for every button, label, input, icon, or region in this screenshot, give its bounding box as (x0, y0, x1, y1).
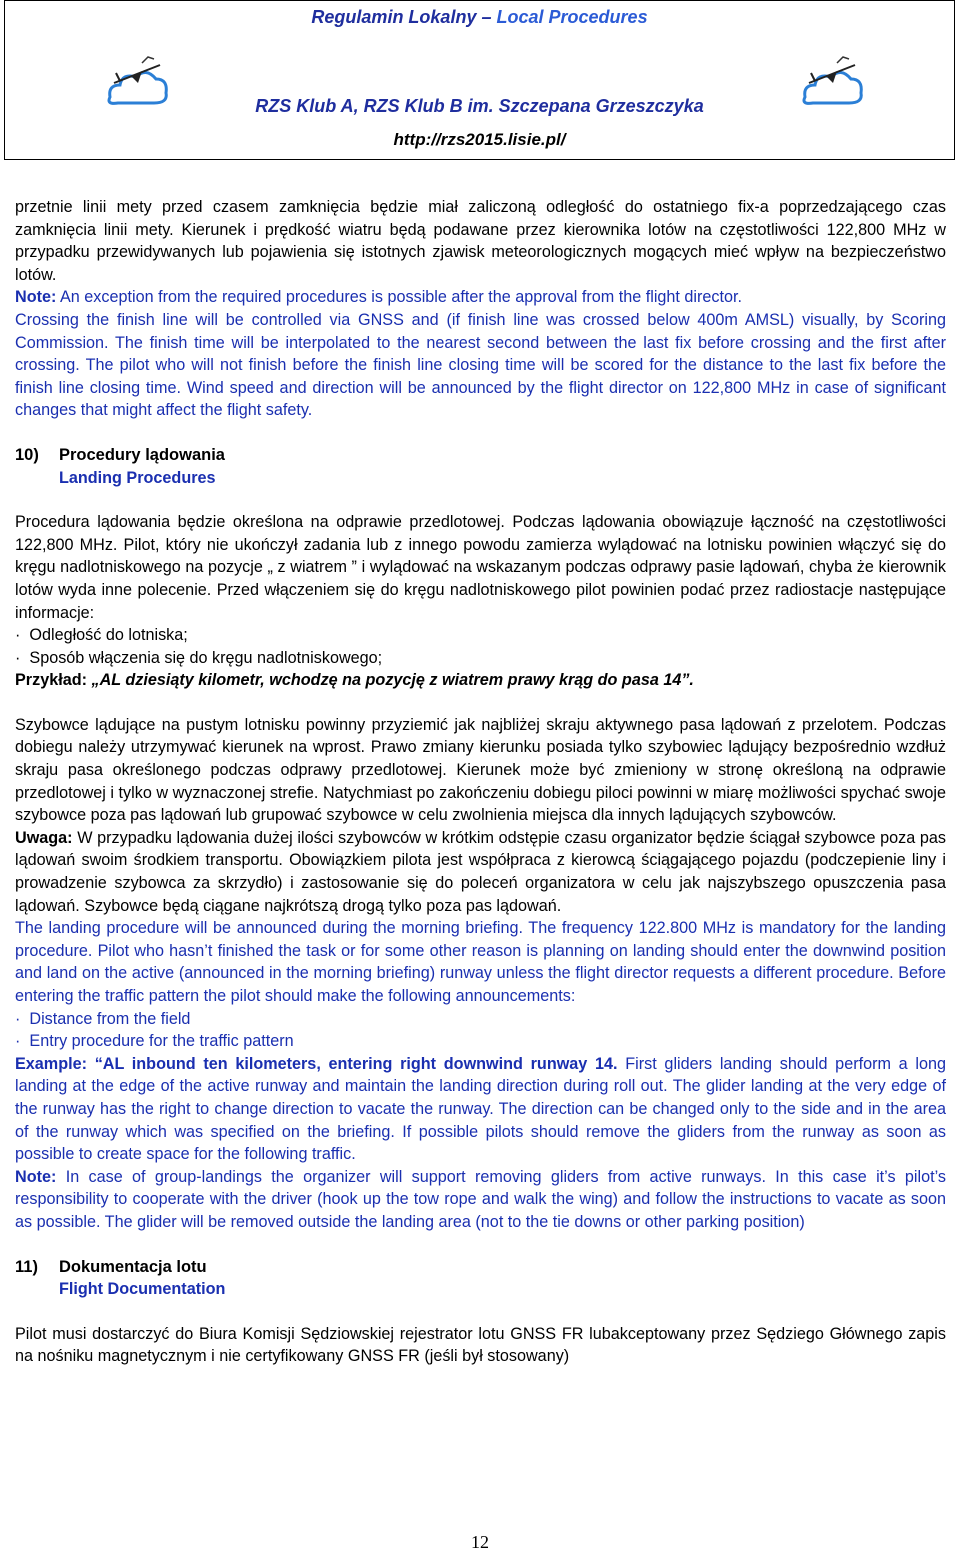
section-10-note (15, 1166, 946, 1234)
section-10-title-pl: Procedury lądowania (59, 445, 225, 464)
list-item: · Entry procedure for the traffic pattern (15, 1032, 294, 1051)
intro-paragraph-pl: przetnie linii mety przed czasem zamknięcia będzie miał zaliczoną odległość do ostatniego fix-a poprzedzającego czas zamknięcia linii mety. Kierunek i prędkość wiatru będą podawane przez kierownika lotów na częstotliwości 122,800 MHz w przypadku przewidywanych lub pojawienia się istotnych zjawisk meteorologicznych mogących mieć wpływ na bezpieczeństwo lotów. (15, 198, 946, 284)
list-item: · Sposób włączenia się do kręgu nadlotniskowego; (15, 648, 383, 667)
header-title-dash: – (481, 7, 492, 27)
list-item: · Odległość do lotniska; (15, 626, 188, 645)
note-label: Note: (15, 1167, 57, 1186)
header-club-name: RZS Klub A, RZS Klub B im. Szczepana Grzeszczyka (255, 96, 704, 116)
example-text-pl: „AL dziesiąty kilometr, wchodzę na pozycję z wiatrem prawy krąg do pasa 14”. (86, 671, 694, 690)
section-10-paragraph-en: The landing procedure will be announced during the morning briefing. The frequency 122.800 MHz is mandatory for the landing procedure. Pilot who hasn’t finished the task or for some other reason is planning on landing should enter the downwind position and land on the active (announced in the morning briefing) runway unless the flight director requests a different procedure. Before entering the traffic pattern the pilot should make the following announcements: (15, 919, 946, 1005)
list-item: · Distance from the field (15, 1009, 191, 1028)
section-11-paragraph-1: Pilot musi dostarczyć do Biura Komisji Sędziowskiej rejestrator lotu GNSS FR lubakceptowany przez Sędziego Głównego zapis na nośniku magnetycznym i nie certyfikowany GNSS FR (jeśli był stosowany) (15, 1324, 946, 1366)
section-11-number: 11) (15, 1257, 38, 1276)
example-label-pl: Przykład: (15, 671, 87, 690)
warning-text: W przypadku lądowania dużej ilości szybowców w krótkim odstępie czasu organizator będzie ściągał szybowce poza pas lądowań swoim środkiem transportu. Obowiązkiem pilota jest współpraca z kierowcą ściągającego pojazdu (podczepienie liny i prowadzenie szybowca za skrzydło) i zastosowanie się do poleceń organizatora w celu jak najszybszego opuszczenia pasa lądowań. Szybowce będą ciągane najkrótszą drogą tylko poza pas lądowań. (15, 828, 946, 915)
section-10-warning (15, 827, 946, 917)
intro-note (15, 286, 946, 309)
intro-paragraph-en: Crossing the finish line will be controlled via GNSS and (if finish line was crossed below 400m AMSL) visually, by Scoring Commission. The finish time will be interpolated to the nearest second between the last fix before crossing and the first after crossing. The pilot who will not finish before the finish line closing time will be scored for the distance to the last fix before the finish line closing time. Wind speed and direction will be announced by the flight director on 122,800 MHz in case of significant changes that might affect the flight safety. (15, 310, 946, 420)
section-10-example-pl (15, 669, 946, 692)
example-label-en: Example: “AL inbound ten kilometers, entering right downwind runway 14. (15, 1054, 618, 1073)
note-text: In case of group-landings the organizer will support removing gliders from active runways. In this case it’s pilot’s responsibility to cooperate with the driver (hook up the tow rope and walk the wing) and follow the instructions to vacate as soon as possible. The glider will be removed outside the landing area (not to the tie downs or other parking position) (15, 1167, 946, 1231)
intro-note-label: Note: (15, 288, 57, 307)
header-url: http://rzs2015.lisie.pl/ (393, 130, 566, 149)
section-10-example-en (15, 1053, 946, 1166)
document-body (15, 196, 946, 1368)
section-10-heading (15, 444, 946, 467)
header-title (5, 7, 954, 28)
header-title-pl: Regulamin Lokalny (311, 7, 477, 27)
warning-label: Uwaga: (15, 828, 73, 847)
page-number: 12 (471, 1532, 489, 1552)
section-11-title-en: Flight Documentation (59, 1280, 226, 1299)
section-10-title-en: Landing Procedures (59, 468, 216, 487)
section-10-paragraph-2: Szybowce lądujące na pustym lotnisku powinny przyziemić jak najbliżej skraju aktywnego pasa lądowań z przelotem. Podczas dobiegu należy utrzymywać kierunek na wprost. Prawo zmiany kierunku posiada tylko szybowiec lądujący bezpośrednio wzdłuż skraju pasa określonego podczas odprawy przedlotowej. Kierunek może być zmieniony w stronę określoną na odprawie przedlotowej i tylko w wyznaczonej strefie. Natychmiast po zakończeniu dobiegu piloci powinni w miarę możliwości spychać swoje szybowce poza pas lądowań lub grupować szybowce w celu zwolnienia miejsca dla innych lądujących szybowców. (15, 715, 946, 825)
example-text-en: First gliders landing should perform a long landing at the edge of the active runway and maintain the landing direction during roll out. The glider landing at the very edge of the runway has the right to change direction to vacate the runway. The direction can be changed only to the side and in the area of the runway which was specified on the briefing. If possible pilots should remove the gliders from the runway as soon as possible to create space for the following traffic. (15, 1054, 947, 1164)
section-11-title-pl: Dokumentacja lotu (59, 1257, 207, 1276)
section-10-paragraph-1: Procedura lądowania będzie określona na odprawie przedlotowej. Podczas lądowania obowiązuje łączność na częstotliwości 122,800 MHz. Pilot, który nie ukończył zadania lub z innego powodu zamierza wylądować na lotnisku powinien włączyć się do kręgu nadlotniskowego na pozycje „ z wiatrem ” i wylądować na wskazanym podczas odprawy pasie lądowań, chyba że kierownik lotów wyda inne polecenie. Przed włączeniem się do kręgu nadlotniskowego pilot powinien podać przez radiostacje następujące informacje: (15, 513, 946, 622)
intro-note-text: An exception from the required procedures is possible after the approval from the flight director. (56, 288, 743, 307)
section-11-heading (15, 1256, 946, 1279)
page-header (4, 0, 955, 160)
header-title-en: Local Procedures (496, 7, 648, 27)
section-10-number: 10) (15, 445, 39, 464)
